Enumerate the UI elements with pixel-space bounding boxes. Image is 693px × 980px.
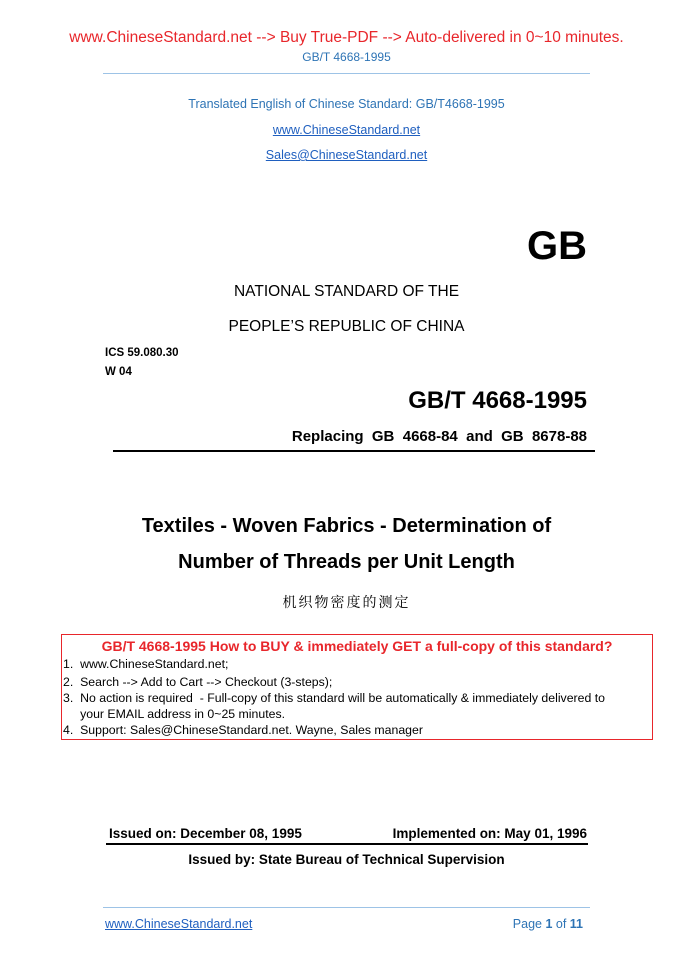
org-line-2: PEOPLE’S REPUBLIC OF CHINA xyxy=(228,318,465,335)
replacing-note: Replacing GB 4668-84 and GB 8678-88 xyxy=(291,428,587,445)
header-divider xyxy=(103,73,590,74)
promo-banner[interactable]: www.ChineseStandard.net --> Buy True-PDF --> Auto-delivered in 0~10 minutes. xyxy=(69,29,624,46)
email-link-text[interactable]: Sales@ChineseStandard.net xyxy=(265,148,428,162)
page-of: of xyxy=(552,917,570,931)
footer-divider xyxy=(103,907,590,908)
website-link[interactable] xyxy=(0,123,693,137)
issued-on: Issued on: December 08, 1995 xyxy=(109,826,302,841)
org-line-1: NATIONAL STANDARD OF THE xyxy=(233,283,460,300)
purchase-box xyxy=(61,634,653,740)
page-prefix: Page xyxy=(512,917,546,931)
title-line-2: Number of Threads per Unit Length xyxy=(178,551,515,573)
title-chinese: 机织物密度的测定 xyxy=(282,595,411,611)
translated-note: Translated English of Chinese Standard: GB/T4668-1995 xyxy=(188,97,505,111)
implemented-on: Implemented on: May 01, 1996 xyxy=(392,826,587,841)
page-current: 1 xyxy=(545,917,553,931)
page-indicator xyxy=(513,917,583,931)
purchase-step-4: 4. Support: Sales@ChineseStandard.net. Wayne, Sales manager xyxy=(63,723,423,737)
purchase-box-title: GB/T 4668-1995 How to BUY & immediately GET a full-copy of this standard? xyxy=(101,638,613,654)
header-standard-code: GB/T 4668-1995 xyxy=(302,50,391,64)
title-line-1: Textiles - Woven Fabrics - Determination of xyxy=(141,515,552,537)
page-total: 11 xyxy=(569,917,583,931)
purchase-step-1[interactable]: 1. www.ChineseStandard.net; xyxy=(63,657,229,671)
w-code: W 04 xyxy=(105,366,132,378)
ics-code: ICS 59.080.30 xyxy=(105,347,179,359)
issued-by: Issued by: State Bureau of Technical Supervision xyxy=(188,852,505,867)
footer-website-link[interactable] xyxy=(105,917,252,931)
dates-rule xyxy=(106,843,588,845)
website-link-text[interactable]: www.ChineseStandard.net xyxy=(272,123,421,137)
email-link[interactable] xyxy=(0,148,693,162)
purchase-step-3-cont: your EMAIL address in 0~25 minutes. xyxy=(63,707,286,721)
title-rule xyxy=(113,450,595,452)
footer-website-text[interactable]: www.ChineseStandard.net xyxy=(105,917,253,931)
gb-mark: GB xyxy=(527,224,587,268)
purchase-step-2: 2. Search --> Add to Cart --> Checkout (3-steps); xyxy=(63,675,333,689)
purchase-step-3: 3. No action is required - Full-copy of this standard will be automatically & immediately delivered to xyxy=(63,691,605,705)
standard-number: GB/T 4668-1995 xyxy=(408,387,587,414)
